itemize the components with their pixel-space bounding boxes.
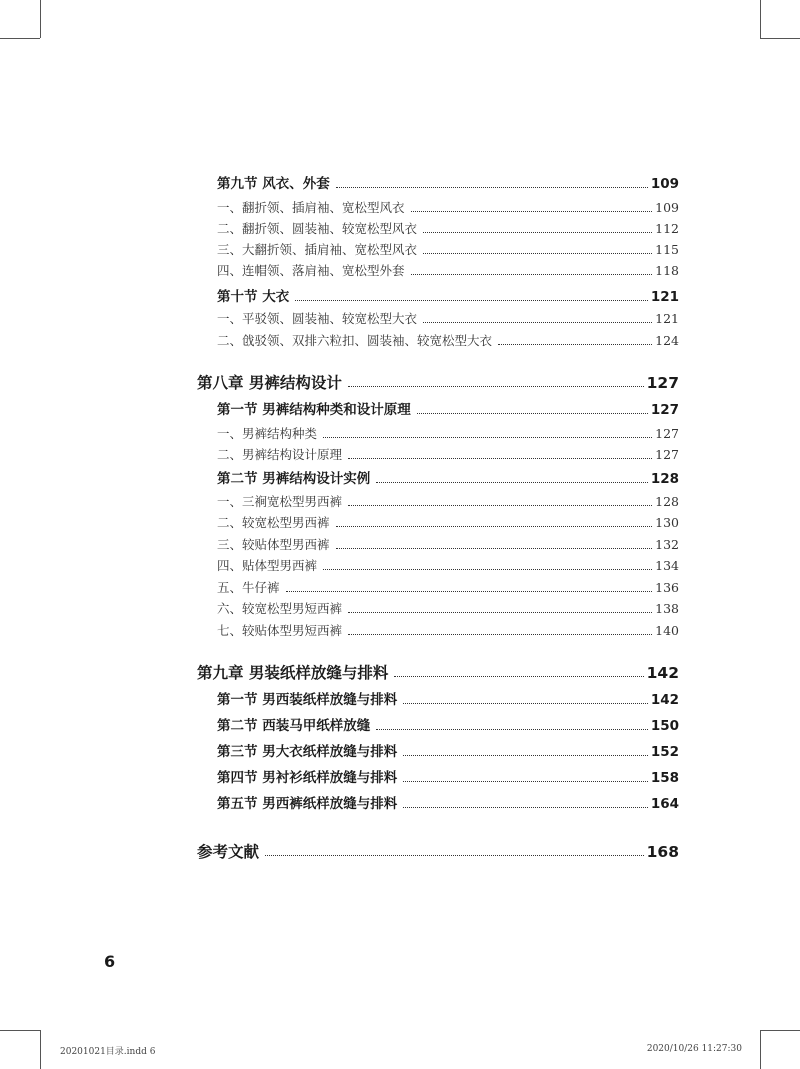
toc-item-row xyxy=(0,330,800,352)
toc-entry-page: 128 xyxy=(650,471,679,487)
crop-mark xyxy=(760,1030,761,1069)
page-number: 6 xyxy=(104,952,116,971)
toc-section-row xyxy=(0,173,800,195)
toc-entry-title: 二、男裤结构设计原理 xyxy=(217,447,343,462)
dot-leader xyxy=(498,344,652,345)
toc-item-row xyxy=(0,512,800,534)
toc-entry-page: 158 xyxy=(650,770,679,786)
toc-entry-title: 三、大翻折领、插肩袖、宽松型风衣 xyxy=(217,242,418,257)
toc-entry-page: 142 xyxy=(646,664,679,682)
toc-entry-page: 134 xyxy=(655,558,679,573)
toc-entry-title: 第四节 男衬衫纸样放缝与排料 xyxy=(217,770,398,786)
toc-entry-page: 136 xyxy=(655,580,679,595)
toc-entry-page: 128 xyxy=(655,494,679,509)
dot-leader xyxy=(411,274,652,275)
toc-item-row xyxy=(0,260,800,282)
toc-entry-title: 第一节 男裤结构种类和设计原理 xyxy=(217,402,411,418)
toc-entry-title: 第五节 男西裤纸样放缝与排料 xyxy=(217,796,398,812)
toc-item-row xyxy=(0,308,800,330)
dot-leader xyxy=(403,755,648,756)
toc-entry-page: 130 xyxy=(655,515,679,530)
toc-entry-page: 109 xyxy=(650,176,679,192)
dot-leader xyxy=(286,591,652,592)
dot-leader xyxy=(348,505,652,506)
dot-leader xyxy=(348,386,644,387)
dot-leader xyxy=(411,211,652,212)
toc-entry-title: 二、翻折领、圆装袖、较宽松型风衣 xyxy=(217,221,418,236)
toc-item-row xyxy=(0,598,800,620)
toc-entry-title: 五、牛仔裤 xyxy=(217,580,280,595)
toc-item-row xyxy=(0,444,800,466)
toc-entry-title: 参考文献 xyxy=(197,843,260,861)
toc-entry-page: 142 xyxy=(650,692,679,708)
toc-entry-page: 168 xyxy=(646,843,679,861)
toc-chapter-row xyxy=(0,370,800,396)
crop-mark xyxy=(40,0,41,38)
toc-entry-page: 127 xyxy=(646,374,679,392)
toc-chapter-row xyxy=(0,839,800,865)
dot-leader xyxy=(376,729,648,730)
toc-entry-title: 二、戗驳领、双排六粒扣、圆装袖、较宽松型大衣 xyxy=(217,333,493,348)
toc-chapter-row xyxy=(0,660,800,686)
toc-item-row xyxy=(0,218,800,240)
toc-entry-page: 164 xyxy=(650,796,679,812)
toc-entry-title: 六、较宽松型男短西裤 xyxy=(217,601,343,616)
toc-item-row xyxy=(0,577,800,599)
toc-entry-page: 124 xyxy=(655,333,679,348)
toc-entry-page: 138 xyxy=(655,601,679,616)
toc-item-row xyxy=(0,239,800,261)
dot-leader xyxy=(403,703,648,704)
toc-entry-title: 四、贴体型男西裤 xyxy=(217,558,318,573)
crop-mark xyxy=(40,1030,41,1069)
dot-leader xyxy=(403,807,648,808)
toc-entry-title: 第三节 男大衣纸样放缝与排料 xyxy=(217,744,398,760)
dot-leader xyxy=(336,187,648,188)
crop-mark xyxy=(760,38,800,39)
toc-item-row xyxy=(0,620,800,642)
footer-timestamp: 2020/10/26 11:27:30 xyxy=(646,1044,742,1054)
toc-entry-title: 第一节 男西装纸样放缝与排料 xyxy=(217,692,398,708)
toc-item-row xyxy=(0,423,800,445)
toc-section-row xyxy=(0,399,800,421)
toc-item-row xyxy=(0,534,800,556)
toc-entry-page: 127 xyxy=(655,447,679,462)
toc-entry-page: 112 xyxy=(655,221,679,236)
dot-leader xyxy=(348,612,652,613)
toc-entry-page: 152 xyxy=(650,744,679,760)
toc-entry-page: 109 xyxy=(655,200,679,215)
toc-entry-title: 一、翻折领、插肩袖、宽松型风衣 xyxy=(217,200,405,215)
toc-section-row xyxy=(0,767,800,789)
toc-section-row xyxy=(0,468,800,490)
toc-entry-title: 一、平驳领、圆装袖、较宽松型大衣 xyxy=(217,311,418,326)
toc-entry-page: 150 xyxy=(650,718,679,734)
toc-section-row xyxy=(0,741,800,763)
toc-entry-title: 七、较贴体型男短西裤 xyxy=(217,623,343,638)
toc-entry-page: 121 xyxy=(650,289,679,305)
toc-section-row xyxy=(0,286,800,308)
footer-file-name: 20201021目录.indd 6 xyxy=(60,1047,156,1057)
crop-mark xyxy=(0,1030,40,1031)
toc-entry-page: 115 xyxy=(655,242,679,257)
toc-section-row xyxy=(0,689,800,711)
crop-mark xyxy=(760,0,761,38)
toc-entry-title: 第九节 风衣、外套 xyxy=(217,176,330,192)
toc-entry-page: 118 xyxy=(655,263,679,278)
dot-leader xyxy=(348,634,652,635)
toc-entry-title: 三、较贴体型男西裤 xyxy=(217,537,330,552)
toc-entry-title: 第九章 男装纸样放缝与排料 xyxy=(197,664,389,682)
dot-leader xyxy=(323,437,652,438)
dot-leader xyxy=(394,676,644,677)
toc-entry-title: 第十节 大衣 xyxy=(217,289,290,305)
dot-leader xyxy=(417,413,648,414)
dot-leader xyxy=(423,253,652,254)
dot-leader xyxy=(403,781,648,782)
crop-mark xyxy=(760,1030,800,1031)
dot-leader xyxy=(265,855,644,856)
dot-leader xyxy=(323,569,652,570)
dot-leader xyxy=(336,548,652,549)
dot-leader xyxy=(376,482,648,483)
toc-entry-page: 140 xyxy=(655,623,679,638)
dot-leader xyxy=(423,232,652,233)
toc-section-row xyxy=(0,793,800,815)
toc-entry-page: 132 xyxy=(655,537,679,552)
toc-entry-title: 四、连帽领、落肩袖、宽松型外套 xyxy=(217,263,405,278)
toc-entry-page: 127 xyxy=(650,402,679,418)
dot-leader xyxy=(423,322,652,323)
toc-entry-page: 127 xyxy=(655,426,679,441)
dot-leader xyxy=(348,458,652,459)
dot-leader xyxy=(295,300,648,301)
toc-item-row xyxy=(0,197,800,219)
toc-entry-title: 一、男裤结构种类 xyxy=(217,426,318,441)
crop-mark xyxy=(0,38,40,39)
toc-entry-title: 第二节 西装马甲纸样放缝 xyxy=(217,718,371,734)
toc-entry-title: 第二节 男裤结构设计实例 xyxy=(217,471,371,487)
toc-entry-title: 第八章 男裤结构设计 xyxy=(197,374,342,392)
toc-entry-page: 121 xyxy=(655,311,679,326)
toc-entry-title: 二、较宽松型男西裤 xyxy=(217,515,330,530)
toc-section-row xyxy=(0,715,800,737)
toc-entry-title: 一、三裥宽松型男西裤 xyxy=(217,494,343,509)
toc-item-row xyxy=(0,491,800,513)
toc-item-row xyxy=(0,555,800,577)
dot-leader xyxy=(336,526,652,527)
